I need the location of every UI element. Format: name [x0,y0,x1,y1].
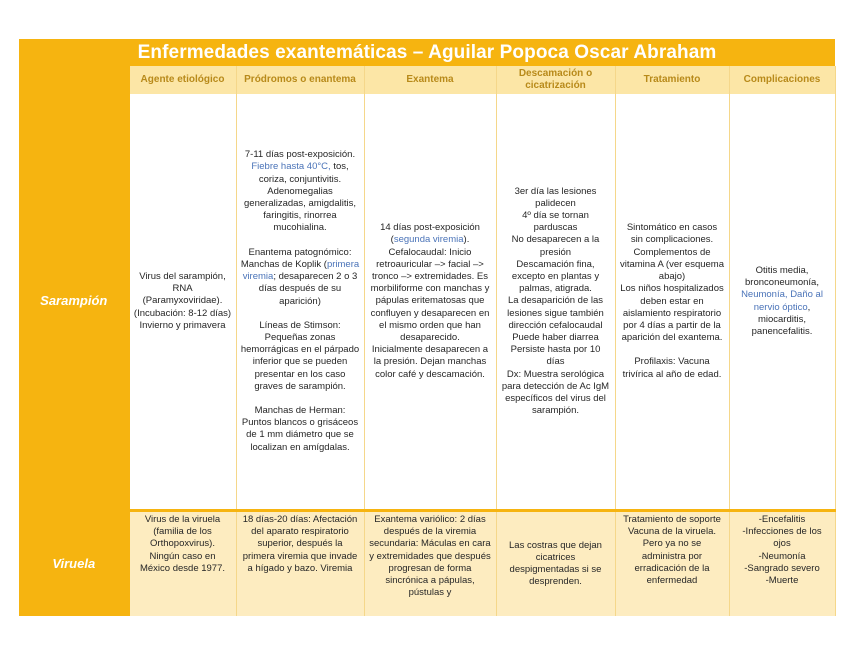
cell-tratamiento: Sintomático en casos sin complicaciones. Complementos de vitamina A (ver esquema abajo) Los niños hospitalizados deben estar en aislamiento respiratorio por 4 días a partir de la aparición del exantema. Profilaxis: Vacuna trivírica al año de edad. [615,94,729,511]
cell-descamacion: 3er día las lesiones palidecen 4º día se tornan parduscas No desaparecen a la presión Descamación fina, excepto en plantas y palmas, atigrada. La desaparición de las lesiones sigue también dirección cefalocaudal Puede haber diarrea Persiste hasta por 10 días Dx: Muestra serológica para detección de Ac IgM específicos del virus del sarampión. [496,94,615,511]
disease-table [19,66,836,616]
cell-complicaciones: Otitis media, bronconeumonía, Neumonía, Daño al nervio óptico, miocarditis, panencefalitis. [729,94,835,511]
column-header: Complicaciones [729,66,835,94]
row-label: Viruela [19,511,129,617]
cell-descamacion: Las costras que dejan cicatrices despigmentadas si se desprenden. [496,511,615,617]
cell-complicaciones: -Encefalitis -Infecciones de los ojos -Neumonía -Sangrado severo -Muerte [729,511,835,617]
page-title: Enfermedades exantemáticas – Aguilar Popoca Oscar Abraham [19,39,835,66]
cell-prodromos: 18 días-20 días: Afectación del aparato respiratorio superior, después la primera viremia que invade a hígado y bazo. Viremia [236,511,364,617]
disease-sheet [19,39,835,616]
table-row-sarampion [19,94,835,511]
cell-agente: Virus del sarampión, RNA (Paramyxoviridae). (Incubación: 8-12 días) Invierno y primavera [129,94,236,511]
cell-agente: Virus de la viruela (familia de los Orthopoxvirus). Ningún caso en México desde 1977. [129,511,236,617]
cell-prodromos: 7-11 días post-exposición. Fiebre hasta 40°C, tos, coriza, conjuntivitis. Adenomegalias generalizadas, amigdalitis, faringitis, rinorrea mucohialina. Enantema patognómico: Manchas de Koplik (primera viremia; desaparecen 2 o 3 días después de su aparición) Líneas de Stimson: Pequeñas zonas hemorrágicas en el párpado inferior que se pueden presentar en los caso graves de sarampión. Manchas de Herman: Puntos blancos o grisáceos de 1 mm diámetro que se localizan en amígdalas. [236,94,364,511]
cell-exantema: Exantema variólico: 2 días después de la viremia secundaria: Máculas en cara y extremidades que después progresan de forma sincrónica a pápulas, pústulas y [364,511,496,617]
row-label: Sarampión [19,94,129,511]
column-header: Exantema [364,66,496,94]
cell-tratamiento: Tratamiento de soporte Vacuna de la viruela. Pero ya no se administra por erradicación de la enfermedad [615,511,729,617]
cell-exantema: 14 días post-exposición (segunda viremia). Cefalocaudal: Inicio retroauricular –> facial –> tronco –> extremidades. Es morbiliforme con manchas y pápulas eritematosas que confluyen y desaparecen en el mismo orden que han desaparecido. Inicialmente desaparecen a la presión. Dejan manchas color café y descamación. [364,94,496,511]
column-header: Pródromos o enantema [236,66,364,94]
corner-cell [19,66,129,94]
column-header: Agente etiológico [129,66,236,94]
column-header-row [19,66,835,94]
column-header: Tratamiento [615,66,729,94]
table-row-viruela [19,511,835,617]
column-header: Descamación o cicatrización [496,66,615,94]
